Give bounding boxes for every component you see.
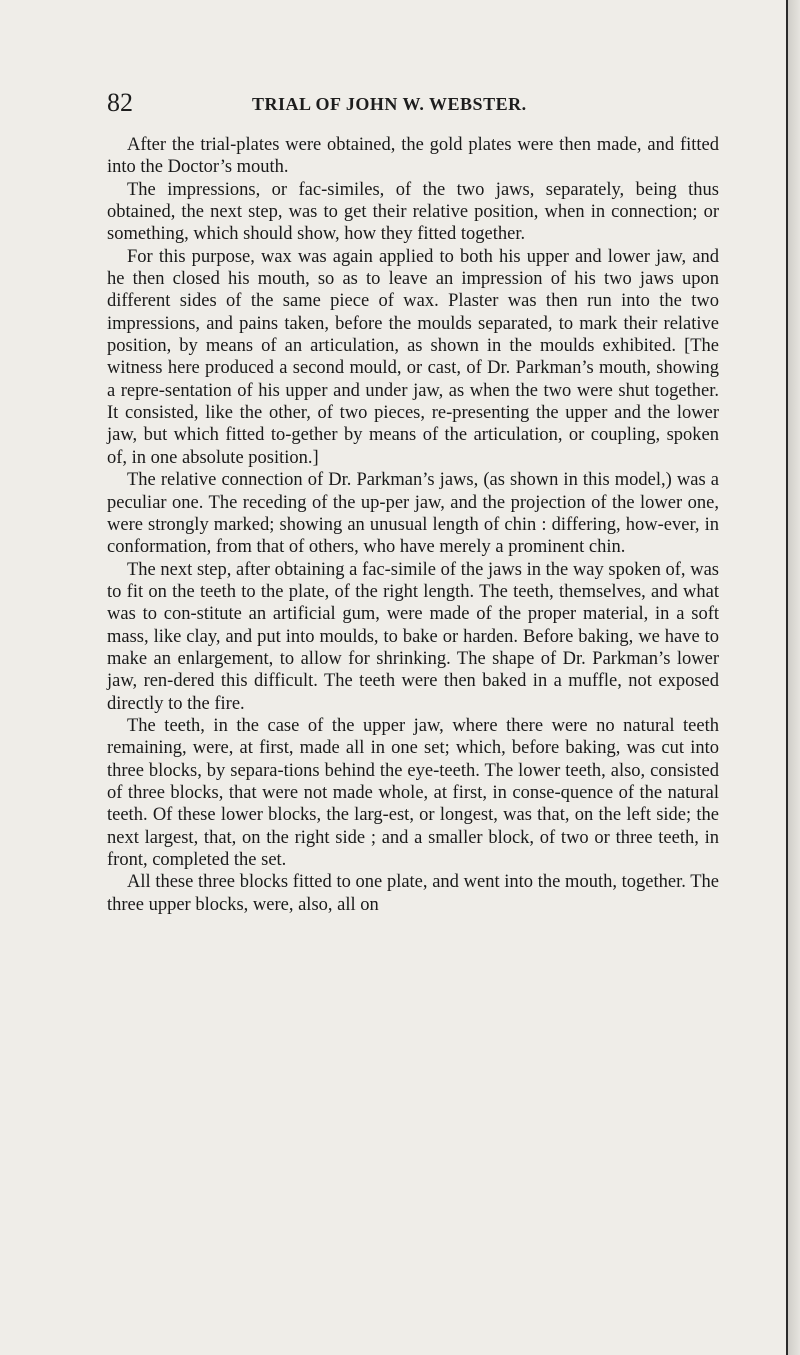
page-edge-shadow: [788, 0, 800, 1355]
paragraph: For this purpose, wax was again applied to both his upper and lower jaw, and he then closed his mouth, so as to leave an impression of his two jaws upon different sides of the same piece of wax. Plaster was then run into the two impressions, and pains taken, before the moulds separated, to mark their relative position, by means of an articulation, as shown in the moulds exhibited. [The witness here produced a second mould, or cast, of Dr. Parkman’s mouth, showing a repre-sentation of his upper and under jaw, as when the two were shut together. It consisted, like the other, of two pieces, re-presenting the upper and the lower jaw, but which fitted to-gether by means of the articulation, or coupling, spoken of, in one absolute position.]: [107, 246, 719, 468]
paragraph: All these three blocks fitted to one plate, and went into the mouth, together. The three upper blocks, were, also, all on: [107, 872, 719, 915]
paragraph: After the trial-plates were obtained, the gold plates were then made, and fitted into the Doctor’s mouth.: [107, 135, 719, 178]
paragraph: The next step, after obtaining a fac-simile of the jaws in the way spoken of, was to fit on the teeth to the plate, of the right length. The teeth, themselves, and what was to con-stitute an artificial gum, were made of the proper material, in a soft mass, like clay, and put into moulds, to bake or harden. Before baking, we have to make an enlargement, to allow for shrinking. The shape of Dr. Parkman’s lower jaw, ren-dered this difficult. The teeth were then baked in a muffle, not exposed directly to the fire.: [107, 559, 719, 714]
page-number: 82: [107, 88, 133, 117]
paragraph: The relative connection of Dr. Parkman’s jaws, (as shown in this model,) was a peculiar one. The receding of the up-per jaw, and the projection of the lower one, were strongly marked; showing an unusual length of chin : differing, how-ever, in conformation, from that of others, who have merely a prominent chin.: [107, 470, 719, 558]
page-header: [107, 88, 717, 118]
paragraph: The impressions, or fac-similes, of the two jaws, separately, being thus obtained, the next step, was to get their relative position, when in connection; or something, which should show, how they fitted together.: [107, 179, 719, 245]
running-head: TRIAL OF JOHN W. WEBSTER.: [252, 94, 527, 114]
paragraph: The teeth, in the case of the upper jaw, where there were no natural teeth remaining, were, at first, made all in one set; which, before baking, was cut into three blocks, by separa-tions behind the eye-teeth. The lower teeth, also, consisted of three blocks, that were not made whole, at first, in conse-quence of the natural teeth. Of these lower blocks, the larg-est, or longest, was that, on the left side; the next largest, that, on the right side ; and a smaller block, of two or three teeth, in front, completed the set.: [107, 715, 719, 870]
body-text: [107, 134, 719, 916]
